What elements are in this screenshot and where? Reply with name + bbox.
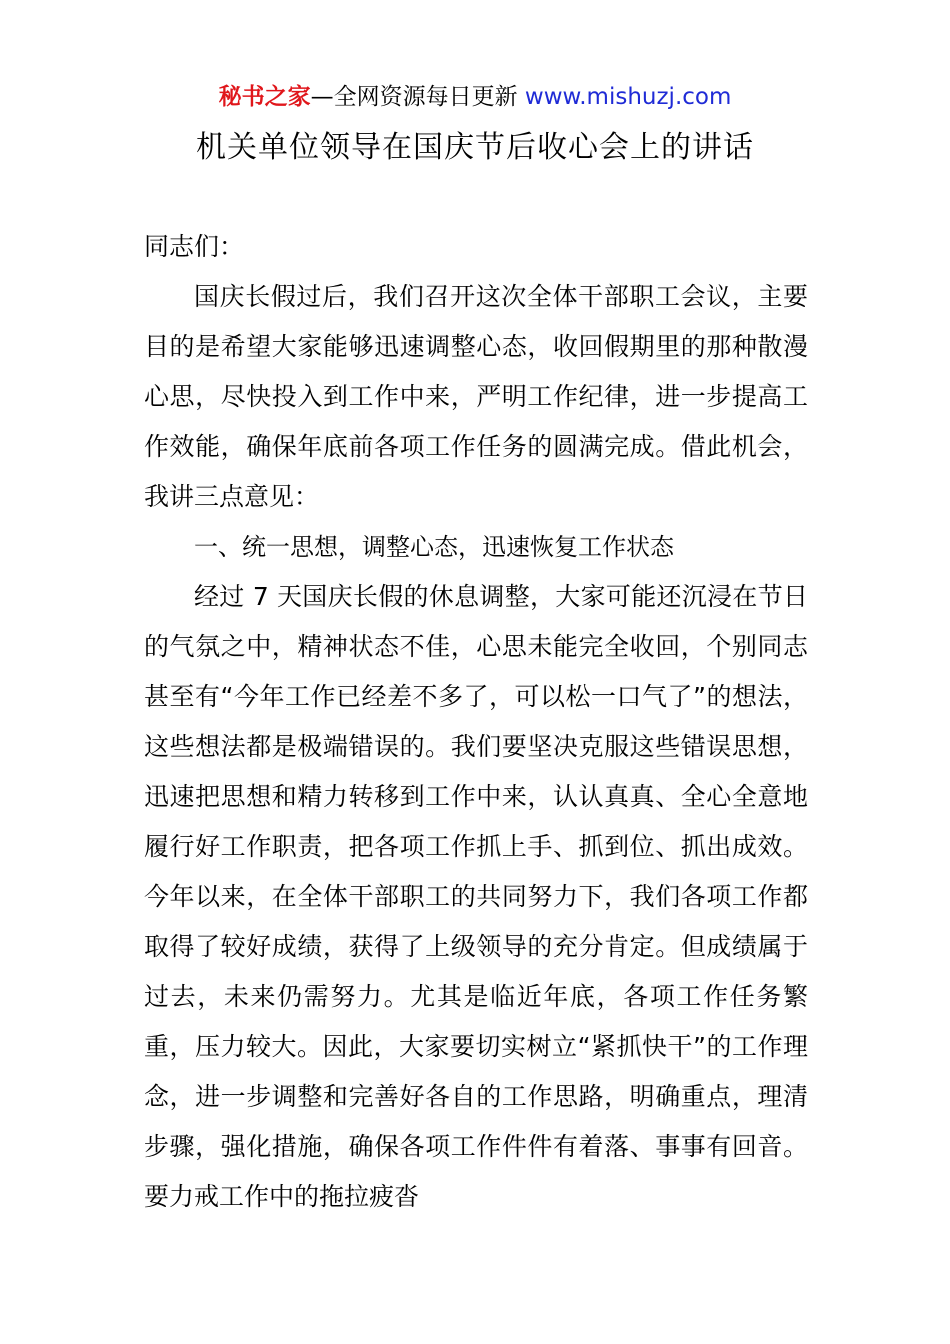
salutation: 同志们： (144, 232, 245, 261)
document-body (144, 222, 808, 1222)
site-url-link[interactable]: www.mishuzj.com (524, 84, 732, 110)
intro-paragraph: 国庆长假过后，我们召开这次全体干部职工会议，主要目的是希望大家能够迅速调整心态，收回假期里的那种散漫心思，尽快投入到工作中来，严明工作纪律，进一步提高工作效能，确保年底前各项工作任务的圆满完成。借此机会，我讲三点意见： (144, 282, 808, 511)
section-paragraph: 经过 7 天国庆长假的休息调整，大家可能还沉浸在节日的气氛之中，精神状态不佳，心思未能完全收回，个别同志甚至有“今年工作已经差不多了，可以松一口气了”的想法，这些想法都是极端错误的。我们要坚决克服这些错误思想，迅速把思想和精力转移到工作中来，认认真真、全心全意地履行好工作职责，把各项工作抓上手、抓到位、抓出成效。今年以来，在全体干部职工的共同努力下，我们各项工作都取得了较好成绩，获得了上级领导的充分肯定。但成绩属于过去，未来仍需努力。尤其是临近年底，各项工作任务繁重，压力较大。因此，大家要切实树立“紧抓快干”的工作理念，进一步调整和完善好各自的工作思路，明确重点，理清步骤，强化措施，确保各项工作件件有着落、事事有回音。要力戒工作中的拖拉疲沓 (144, 582, 808, 1211)
site-banner (0, 80, 950, 114)
section-heading: 一、统一思想，调整心态，迅速恢复工作状态 (194, 533, 674, 561)
banner-tagline: —全网资源每日更新 (310, 84, 518, 110)
document-title: 机关单位领导在国庆节后收心会上的讲话 (196, 130, 754, 165)
brand-name: 秘书之家 (218, 84, 311, 110)
